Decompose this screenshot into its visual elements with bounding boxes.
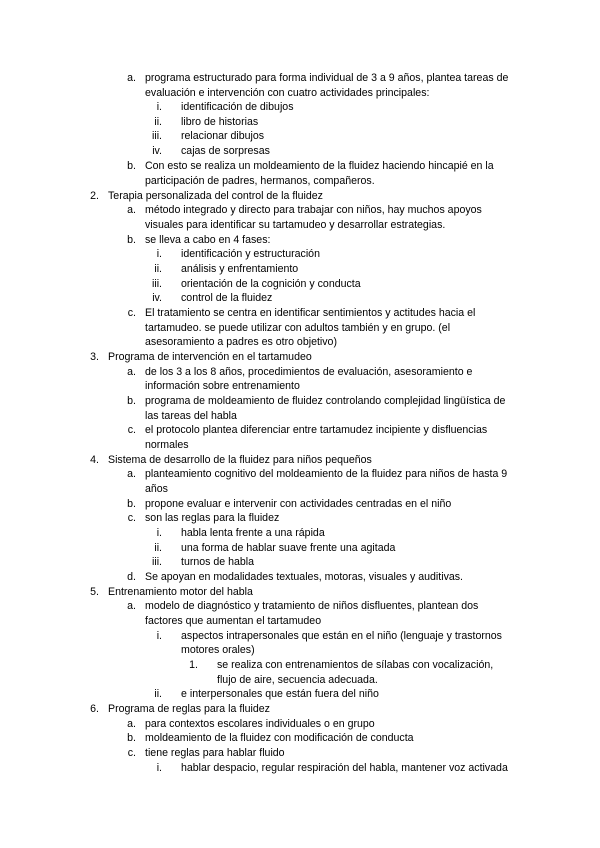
list-item-continuation: tartamudeo. se puede utilizar con adultos también y en grupo. (el [145,322,451,334]
list-item-continuation: motores orales) [181,644,255,656]
list-item-continuation: evaluación e intervención con cuatro actividades principales: [145,87,430,99]
list-item-continuation: asesoramiento a padres es otro objetivo) [145,336,337,348]
list-item-continuation: normales [145,439,189,451]
list-item-continuation: las tareas del habla [145,410,237,422]
list-item-continuation: participación de padres, hermanos, compañeros. [145,175,375,187]
list-item-continuation: años [145,483,168,495]
document-page: a. programa estructurado para forma individual de 3 a 9 años, plantea tareas de evaluación e intervención con cuatro actividades principales: i. identificación de dibujos ii. libro de historias iii. relacionar dibujos iv. cajas de sorpresas b. Con esto se realiza un moldeamiento de la fluidez haciendo hincapié en la participación de padres, hermanos, compañeros. 2. Terapia personalizada del control de la fluidez a. método integrado y directo para trabajar con niños, hay muchos apoyos visuales para identificar su tartamudeo y desarrollar estrategias. b. se lleva a cabo en 4 fases: i. identificación y estructuración ii. análisis y enfrentamiento iii. orientación de la cognición y conducta iv. control de la fluidez c. El tratamiento se centra en identificar sentimientos y actitudes hacia el tartamudeo. se puede utilizar con adultos también y en grupo. (el asesoramiento a padres es otro objetivo) 3. Programa de intervención en el tartamudeo a. de los 3 a los 8 años, procedimientos de evaluación, asesoramiento e información sobre entrenamiento b. programa de moldeamiento de fluidez controlando complejidad lingüística de las tareas del habla c. el protocolo plantea diferenciar entre tartamudez incipiente y disfluencias normales 4. Sistema de desarrollo de la fluidez para niños pequeños a. planteamiento cognitivo del moldeamiento de la fluidez para niños de hasta 9 años b. propone evaluar e intervenir con actividades centradas en el niño c. son las reglas para la fluidez i. habla lenta frente a una rápida ii. una forma de hablar suave frente una agitada iii. turnos de habla d. Se apoyan en modalidades textuales, motoras, visuales y auditivas. 5. Entrenamiento motor del habla a. modelo de diagnóstico y tratamiento de niños disfluentes, plantean dos factores que aumentan el tartamudeo i. aspectos intrapersonales que están en el niño (lenguaje y trastornos motores orales) 1. se realiza con entrenamientos de sílabas con vocalización, flujo de aire, secuencia adecuada. ii. e interpersonales que están fuera del niño 6. Programa de reglas para la fluidez a. para contextos escolares individuales o en grupo b. moldeamiento de la fluidez con modificación de conducta c. tiene reglas para hablar fluido i. hablar despacio, regular respiración del habla, mantener voz activada [90,72,509,774]
list-item-continuation: flujo de aire, secuencia adecuada. [217,674,378,686]
list-item-continuation: información sobre entrenamiento [145,380,300,392]
list-item-continuation: factores que aumentan el tartamudeo [145,615,322,627]
list-item-continuation: visuales para identificar su tartamudeo y desarrollar estrategias. [145,219,446,231]
